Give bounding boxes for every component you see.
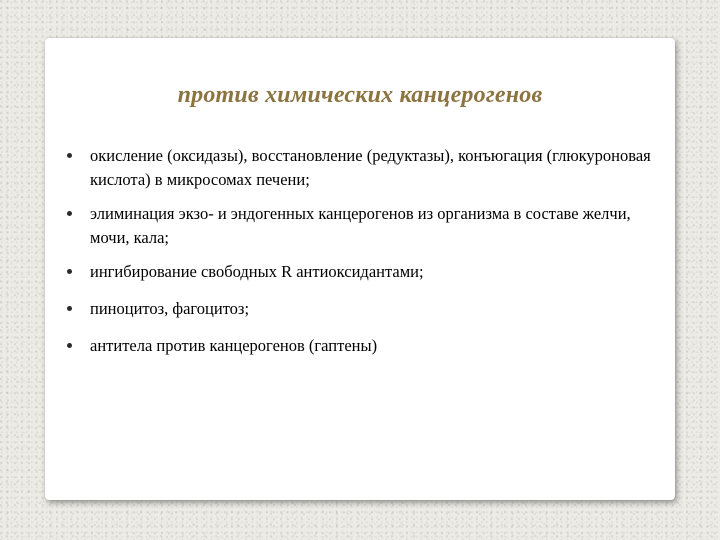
bullet-list [67, 144, 657, 371]
bullet-text: элиминация экзо- и эндогенных канцерогенов из организма в составе желчи, мочи, кала; [90, 204, 631, 247]
list-item [67, 144, 657, 192]
bullet-text: ингибирование свободных R антиоксидантами; [90, 262, 424, 281]
bullet-icon [67, 153, 72, 158]
list-item [67, 202, 657, 250]
list-item [67, 260, 657, 284]
slide-title: против химических канцерогенов [177, 82, 543, 108]
bullet-icon [67, 343, 72, 348]
bullet-icon [67, 306, 72, 311]
bullet-text: антитела против канцерогенов (гаптены) [90, 336, 378, 355]
slide-card [45, 38, 675, 500]
bullet-icon [67, 269, 72, 274]
list-item [67, 297, 657, 321]
list-item [67, 334, 657, 358]
bullet-text: окисление (оксидазы), восстановление (редуктазы), конъюгация (глюкуроновая кислота) в микросомах печени; [90, 146, 651, 189]
bullet-text: пиноцитоз, фагоцитоз; [90, 299, 250, 318]
bullet-icon [67, 211, 72, 216]
